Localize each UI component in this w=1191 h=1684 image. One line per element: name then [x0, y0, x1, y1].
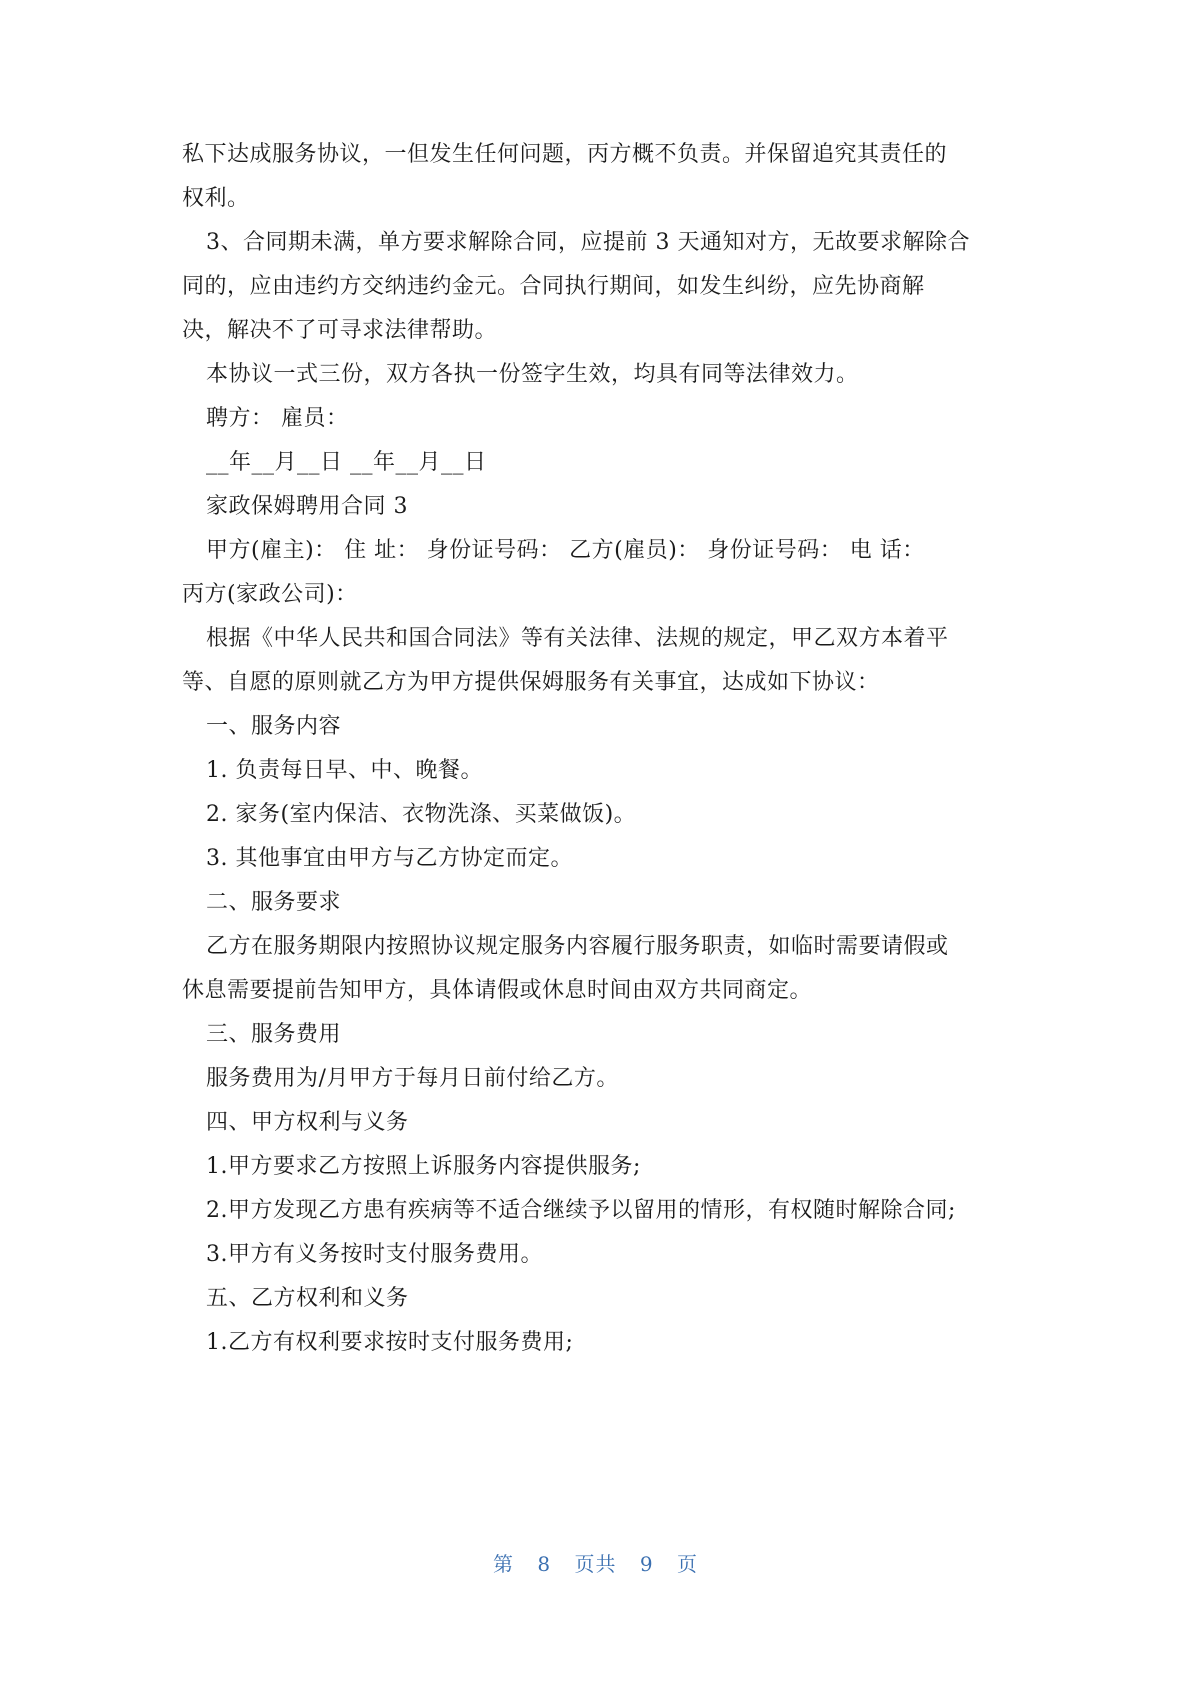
section-heading: 一、服务内容: [206, 714, 342, 739]
list-item: 1.甲方要求乙方按照上诉服务内容提供服务;: [206, 1154, 641, 1179]
page-label-prefix: 第: [493, 1552, 515, 1576]
list-item: 1. 负责每日早、中、晚餐。: [206, 758, 483, 783]
list-item: 3.甲方有义务按时支付服务费用。: [206, 1242, 543, 1267]
total-pages-number: 9: [639, 1552, 654, 1576]
current-page-number: 8: [537, 1552, 552, 1576]
paragraph-line: 本协议一式三份，双方各执一份签字生效，均具有同等法律效力。: [206, 362, 859, 387]
paragraph-line: 等、自愿的原则就乙方为甲方提供保姆服务有关事宜，达成如下协议：: [182, 670, 880, 695]
paragraph-line: 服务费用为/月甲方于每月日前付给乙方。: [206, 1066, 619, 1091]
date-line: __年__月__日 __年__月__日: [206, 450, 487, 475]
section-heading: 三、服务费用: [206, 1022, 342, 1047]
section-heading: 五、乙方权利和义务: [206, 1286, 409, 1311]
paragraph-line: 权利。: [182, 186, 250, 211]
page-label-mid: 页共: [574, 1552, 617, 1576]
paragraph-line: 决，解决不了可寻求法律帮助。: [182, 318, 498, 343]
section-heading: 四、甲方权利与义务: [206, 1110, 409, 1135]
list-item: 1.乙方有权利要求按时支付服务费用;: [206, 1330, 574, 1355]
paragraph-line: 3、合同期未满，单方要求解除合同，应提前 3 天通知对方，无故要求解除合: [206, 230, 970, 255]
page-footer: [0, 1548, 1191, 1577]
section-heading: 二、服务要求: [206, 890, 342, 915]
paragraph-line: 休息需要提前告知甲方，具体请假或休息时间由双方共同商定。: [182, 978, 813, 1003]
party-info-line: 丙方(家政公司)：: [182, 582, 358, 607]
list-item: 3. 其他事宜由甲方与乙方协定而定。: [206, 846, 573, 871]
party-info-line: 甲方(雇主)： 住 址： 身份证号码： 乙方(雇员)： 身份证号码： 电 话：: [206, 538, 925, 563]
paragraph-line: 乙方在服务期限内按照协议规定服务内容履行服务职责，如临时需要请假或: [206, 934, 949, 959]
signature-line: 聘方： 雇员：: [206, 406, 349, 431]
paragraph-line: 同的，应由违约方交纳违约金元。合同执行期间，如发生纠纷，应先协商解: [182, 274, 925, 299]
paragraph-line: 根据《中华人民共和国合同法》等有关法律、法规的规定，甲乙双方本着平: [206, 626, 949, 651]
list-item: 2.甲方发现乙方患有疾病等不适合继续予以留用的情形，有权随时解除合同;: [206, 1198, 956, 1223]
paragraph-line: 私下达成服务协议，一但发生任何问题，丙方概不负责。并保留追究其责任的: [182, 142, 948, 167]
contract-title: 家政保姆聘用合同 3: [206, 494, 408, 519]
page-label-suffix: 页: [676, 1552, 698, 1576]
list-item: 2. 家务(室内保洁、衣物洗涤、买菜做饭)。: [206, 802, 637, 827]
